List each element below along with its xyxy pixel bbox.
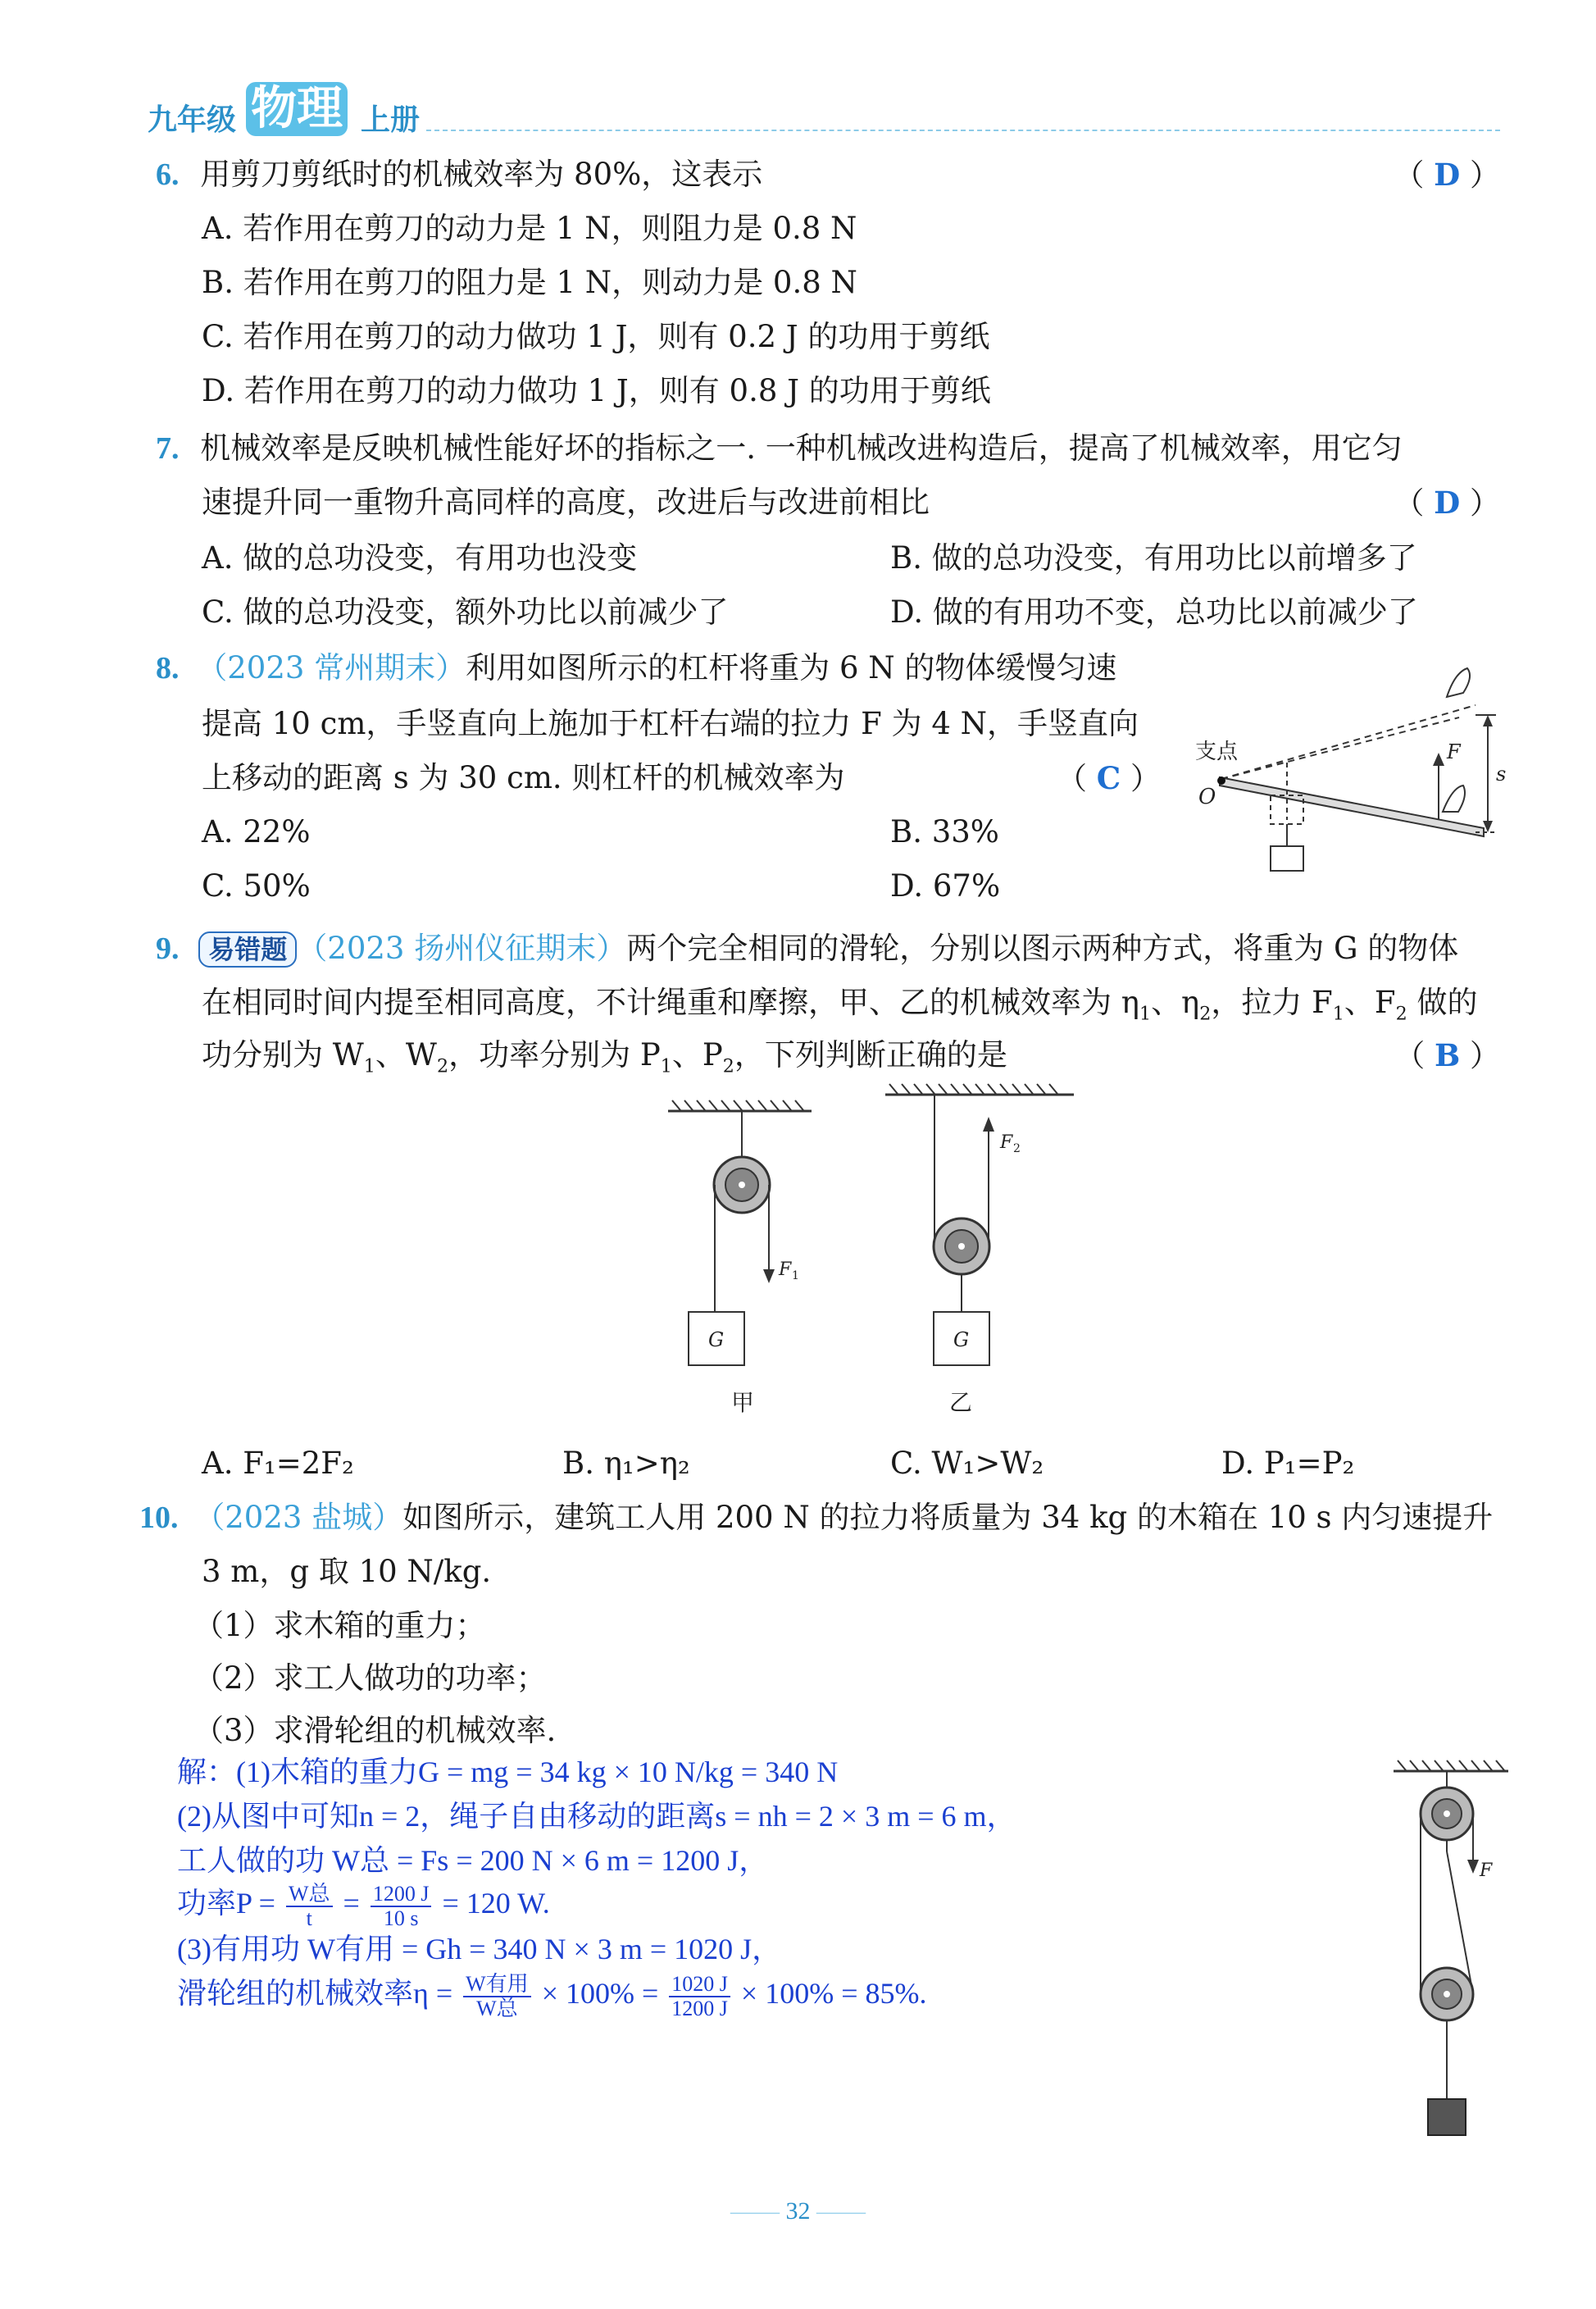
answer-box: （ C ） [1057,760,1161,796]
answer: D [1434,485,1461,521]
question-10 [139,1497,1493,1538]
fraction [371,1883,432,1930]
question-stem-line1: 两个完全相同的滑轮，分别以图示两种方式，将重为 G 的物体 [626,931,1459,966]
question-stem-line1: 如图所示，建筑工人用 200 N 的拉力将质量为 34 kg 的木箱在 10 s 内匀速提升 [402,1500,1494,1535]
label-yi: 乙 [949,1389,973,1416]
option-d: D. 67% [890,868,1001,904]
option-d: D. 做的有用功不变，总功比以前减少了 [890,594,1418,630]
pivot-label: 支点 [1195,740,1239,764]
option-c: C. 做的总功没变，额外功比以前减少了 [202,594,729,630]
question-7-line2 [202,482,1500,523]
svg-text:2: 2 [1013,1142,1021,1155]
answer-box: （ D ） [1394,157,1500,193]
sol-text: × 100% = [534,1977,666,2010]
stem-text: 、F [1344,985,1396,1020]
stem-text: ，功率分别为 P [448,1037,661,1073]
label-jia: 甲 [731,1389,755,1416]
page-number: 32 [785,2197,811,2225]
weight-label-g: G [708,1328,725,1351]
solution-line-6 [177,1971,927,2020]
svg-text:1: 1 [792,1269,799,1282]
answer: B [1434,1037,1461,1073]
question-8 [156,648,1116,689]
question-7 [156,428,1500,469]
question-number: 7. [156,431,180,466]
solution-line-4 [177,1881,550,1930]
header-subject: 物理 [246,82,348,136]
stem-text: ，下列判断正确的是 [734,1037,1007,1073]
question-stem-line2: 3 m，g 取 10 N/kg. [202,1554,492,1589]
page-header [148,82,1500,139]
page-footer: —— 32 —— [730,2197,866,2225]
option-b: B. 做的总功没变，有用功比以前增多了 [890,540,1417,576]
question-source: （2023 常州期末） [197,650,466,685]
question-stem-line2: 提高 10 cm，手竖直向上施加于杠杆右端的拉力 F 为 4 N，手竖直向 [202,706,1139,741]
fraction [286,1883,333,1930]
lever-figure [1180,656,1516,886]
numerator: W总 [286,1883,333,1907]
header-rule [426,130,1500,131]
question-8-line3 [202,758,1161,799]
sub-question-2: （2）求工人做功的功率； [193,1660,547,1696]
sol-text: × 100% = 85%. [733,1977,927,2010]
question-stem-line2: 速提升同一重物升高同样的高度，改进后与改进前相比 [202,485,930,520]
option-c: C. 若作用在剪刀的动力做功 1 J，则有 0.2 J 的功用于剪纸 [202,319,990,354]
question-stem: 用剪刀剪纸时的机械效率为 80%，这表示 [200,157,763,192]
question-9-line2: 在相同时间内提至相同高度，不计绳重和摩擦，甲、乙的机械效率为 $\eta_1$、$\eta_2$，拉力 $F_1$、$F_2$ 做的 [202,985,1478,1025]
sol-text: = 120 W. [434,1887,550,1920]
question-stem-line1: 机械效率是反映机械性能好坏的指标之一. 一种机械改进构造后，提高了机械效率，用它匀 [200,430,1403,466]
option-b: B. 33% [890,814,999,849]
question-stem-line1: 利用如图所示的杠杆将重为 6 N 的物体缓慢匀速 [466,650,1117,685]
stem-text: 、W [375,1037,437,1073]
denominator: W总 [476,1996,518,2020]
question-stem-line3: 上移动的距离 s 为 30 cm. 则杠杆的机械效率为 [202,760,845,795]
question-number: 9. [156,931,180,966]
question-6 [156,154,1500,195]
option-a: A. 做的总功没变，有用功也没变 [202,540,638,576]
question-9-line3: 功分别为 $W_1$、$W_2$，功率分别为 $P_1$、$P_2$，下列判断正确的是 （ B ） [202,1035,1500,1086]
pulley-figure [656,1082,1098,1427]
stem-text: 功分别为 W [202,1037,364,1073]
s-label: s [1496,763,1507,786]
option-c: C. W₁>W₂ [890,1446,1044,1481]
question-source: （2023 扬州仪征期末） [297,931,627,966]
f-label: F [1447,740,1461,763]
option-d: D. P₁=P₂ [1221,1446,1355,1481]
question-number: 6. [156,157,180,192]
question-9 [156,928,1458,969]
f2-label: F [1000,1132,1013,1153]
solution-line-5: (3)有用功 W有用 = Gh = 340 N × 3 m = 1020 J， [177,1933,782,1965]
sol-text: 功率P = [177,1887,283,1920]
option-b: B. η₁>η₂ [562,1446,690,1481]
solution-line-3: 工人做的功 W总 = Fs = 200 N × 6 m = 1200 J， [177,1844,769,1877]
sub-question-1: （1）求木箱的重力； [193,1608,486,1643]
answer-box: （ B ） [1394,1037,1500,1073]
answer: D [1434,157,1461,193]
error-prone-tag: 易错题 [198,931,297,968]
option-a: A. 若作用在剪刀的动力是 1 N，则阻力是 0.8 N [202,211,857,246]
question-number: 8. [156,651,180,685]
sub-question-3: （3）求滑轮组的机械效率. [193,1713,557,1748]
question-source: （2023 盐城） [194,1500,403,1535]
sol-text: = [335,1887,367,1920]
stem-text: 、η [1151,985,1200,1020]
answer-box: （ D ） [1394,485,1500,521]
stem-text: ，拉力 F [1211,985,1333,1020]
denominator: 10 s [383,1906,419,1930]
solution-line-2: (2)从图中可知n = 2，绳子自由移动的距离s = nh = 2 × 3 m = 6 m， [177,1800,1016,1833]
fraction [463,1973,531,2020]
numerator: 1200 J [371,1883,432,1907]
header-volume: 上册 [361,103,421,137]
f1-label: F [779,1259,792,1280]
weight-label-g: G [953,1328,970,1351]
stem-text: 在相同时间内提至相同高度，不计绳重和摩擦，甲、乙的机械效率为 η [202,985,1139,1020]
stem-text: 做的 [1407,985,1478,1020]
numerator: W有用 [463,1973,531,1997]
denominator: 1200 J [671,1996,728,2020]
numerator: 1020 J [669,1973,730,1997]
denominator: t [306,1906,312,1930]
answer: C [1096,760,1121,796]
option-a: A. 22% [202,814,311,849]
o-label: O [1198,785,1216,809]
sol-text: 滑轮组的机械效率η = [177,1977,461,2010]
option-d: D. 若作用在剪刀的动力做功 1 J，则有 0.8 J 的功用于剪纸 [202,373,991,408]
header-grade: 九年级 [148,103,237,137]
option-c: C. 50% [202,868,311,904]
fraction [669,1973,730,2020]
option-a: A. F₁=2F₂ [202,1446,354,1481]
stem-text: 、P [671,1037,723,1073]
option-b: B. 若作用在剪刀的阻力是 1 N，则动力是 0.8 N [202,265,857,300]
solution-line-1: 解：(1)木箱的重力G = mg = 34 kg × 10 N/kg = 340 N [177,1756,839,1788]
f-label: F [1480,1860,1493,1881]
pulley-block-figure [1385,1755,1525,2148]
question-number: 10. [139,1501,179,1535]
